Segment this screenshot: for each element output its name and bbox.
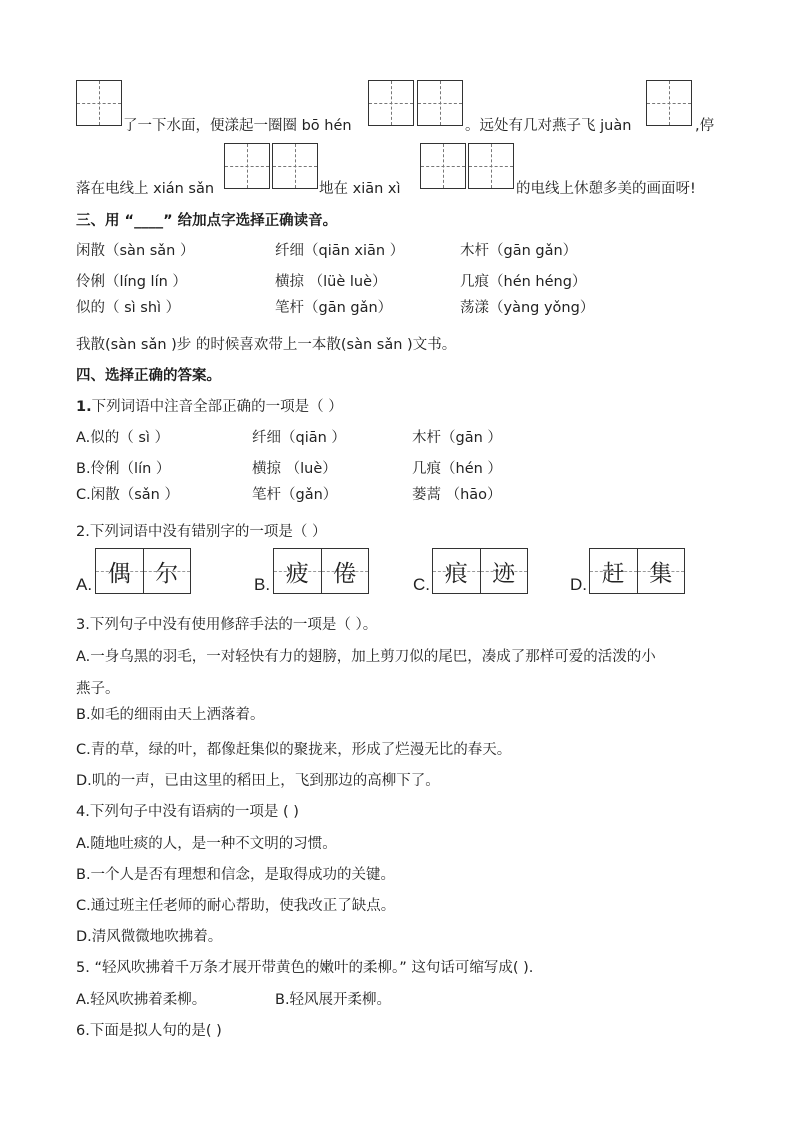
q1-option: B.伶俐（lín ）	[76, 461, 171, 477]
q5-option-b: B.轻风展开柔柳。	[275, 992, 392, 1008]
char: 倦	[333, 560, 357, 587]
char: 赶	[601, 560, 625, 587]
writing-grid-box[interactable]	[368, 80, 414, 126]
question-text: 下列词语中注音全部正确的一项是（ ）	[91, 399, 343, 415]
pinyin-item: 纤细（qiān xiān ）	[275, 243, 405, 259]
writing-grid-box[interactable]	[420, 143, 466, 189]
option-letter: C.	[413, 575, 430, 594]
writing-grid-box[interactable]	[76, 80, 122, 126]
q1-option: A.似的（ sì ）	[76, 430, 170, 446]
q4-option-d: D.清风微微地吹拂着。	[76, 929, 223, 945]
option-letter: D.	[570, 575, 587, 594]
section-3-title-rest: ” 给加点字选择正确读音。	[163, 213, 338, 229]
char-cell	[590, 549, 637, 593]
pinyin-item: 闲散（sàn sǎn ）	[76, 243, 195, 259]
fill-text: 。远处有几对燕子飞 juàn	[465, 118, 632, 134]
q1-option: 笔杆（gǎn）	[252, 487, 338, 503]
pinyin-item: 荡漾（yàng yǒng）	[460, 300, 595, 316]
char: 集	[649, 560, 673, 587]
q1-option: 横掠 （luè）	[252, 461, 337, 477]
section-3-title-text: 三、用 “	[76, 213, 135, 229]
q1-option: 蒌蒿 （hāo）	[412, 487, 502, 503]
option-c-word-box[interactable]	[432, 548, 528, 594]
fill-text: 的电线上休憩多美的画面呀!	[516, 181, 696, 197]
q3-option-d: D.叽的一声，已由这里的稻田上，飞到那边的高柳下了。	[76, 773, 440, 789]
q3-option-a-cont: 燕子。	[76, 681, 120, 697]
question-3-stem: 3.下列句子中没有使用修辞手法的一项是（ ）。	[76, 617, 378, 633]
q4-option-a: A.随地吐痰的人，是一种不文明的习惯。	[76, 836, 337, 852]
char: 疲	[285, 560, 309, 587]
q4-option-b: B.一个人是否有理想和信念，是取得成功的关键。	[76, 867, 396, 883]
q3-option-a: A.一身乌黑的羽毛，一对轻快有力的翅膀，加上剪刀似的尾巴，凑成了那样可爱的活泼的小	[76, 649, 656, 665]
question-6-stem: 6.下面是拟人句的是( )	[76, 1023, 222, 1039]
writing-grid-box[interactable]	[224, 143, 270, 189]
pinyin-item: 似的（ sì shì ）	[76, 300, 181, 316]
char-cell	[143, 549, 191, 593]
writing-grid-box[interactable]	[272, 143, 318, 189]
option-letter: A.	[76, 575, 93, 594]
char-cell	[480, 549, 528, 593]
char-cell	[321, 549, 369, 593]
q1-option: 纤细（qiān ）	[252, 430, 346, 446]
question-2-stem: 2.下列词语中没有错别字的一项是（ ）	[76, 524, 327, 540]
pinyin-item: 伶俐（líng lín ）	[76, 274, 187, 290]
writing-grid-box[interactable]	[468, 143, 514, 189]
fill-text: 落在电线上 xián sǎn	[76, 181, 215, 197]
char-cell	[637, 549, 685, 593]
pinyin-item: 几痕（hén héng）	[460, 274, 587, 290]
option-d-word-box[interactable]	[589, 548, 685, 594]
question-number: 1.	[76, 399, 92, 415]
q3-option-c: C.青的草，绿的叶，都像赶集似的聚拢来，形成了烂漫无比的春天。	[76, 742, 512, 758]
char: 迹	[492, 560, 516, 587]
char-cell	[433, 549, 480, 593]
question-5-stem: 5. “轻风吹拂着千万条才展开带黄色的嫩叶的柔柳。” 这句话可缩写成( ).	[76, 960, 534, 976]
question-4-stem: 4.下列句子中没有语病的一项是 ( )	[76, 804, 299, 820]
section-3-title	[76, 209, 337, 230]
q1-option: C.闲散（sǎn ）	[76, 487, 179, 503]
pinyin-sentence: 我散(sàn sǎn )步 的时候喜欢带上一本散(sàn sǎn )文书。	[76, 337, 457, 353]
q1-option: 木杆（gān ）	[412, 430, 502, 446]
option-letter: B.	[254, 575, 271, 594]
q4-option-c: C.通过班主任老师的耐心帮助，使我改正了缺点。	[76, 898, 396, 914]
q1-option: 几痕（hén ）	[412, 461, 502, 477]
q5-option-a: A.轻风吹拂着柔柳。	[76, 992, 207, 1008]
section-4-title: 四、选择正确的答案。	[76, 368, 221, 384]
char: 痕	[444, 560, 468, 587]
char: 尔	[155, 560, 179, 587]
char-cell	[96, 549, 143, 593]
q3-option-b: B.如毛的细雨由天上洒落着。	[76, 707, 265, 723]
fill-text: 了一下水面，便漾起一圈圈 bō hén	[123, 118, 352, 134]
pinyin-item: 笔杆（gān gǎn）	[275, 300, 393, 316]
pinyin-item: 木杆（gān gǎn）	[460, 243, 578, 259]
option-a-word-box[interactable]	[95, 548, 191, 594]
section-3-title-blank: ____	[134, 213, 164, 229]
fill-text: 地在 xiān xì	[319, 181, 401, 197]
pinyin-item: 横掠 （lüè luè）	[275, 274, 387, 290]
writing-grid-box[interactable]	[417, 80, 463, 126]
char: 偶	[107, 560, 131, 587]
question-1-stem	[76, 395, 343, 416]
char-cell	[274, 549, 321, 593]
option-b-word-box[interactable]	[273, 548, 369, 594]
fill-text: ,停	[695, 118, 715, 134]
writing-grid-box[interactable]	[646, 80, 692, 126]
